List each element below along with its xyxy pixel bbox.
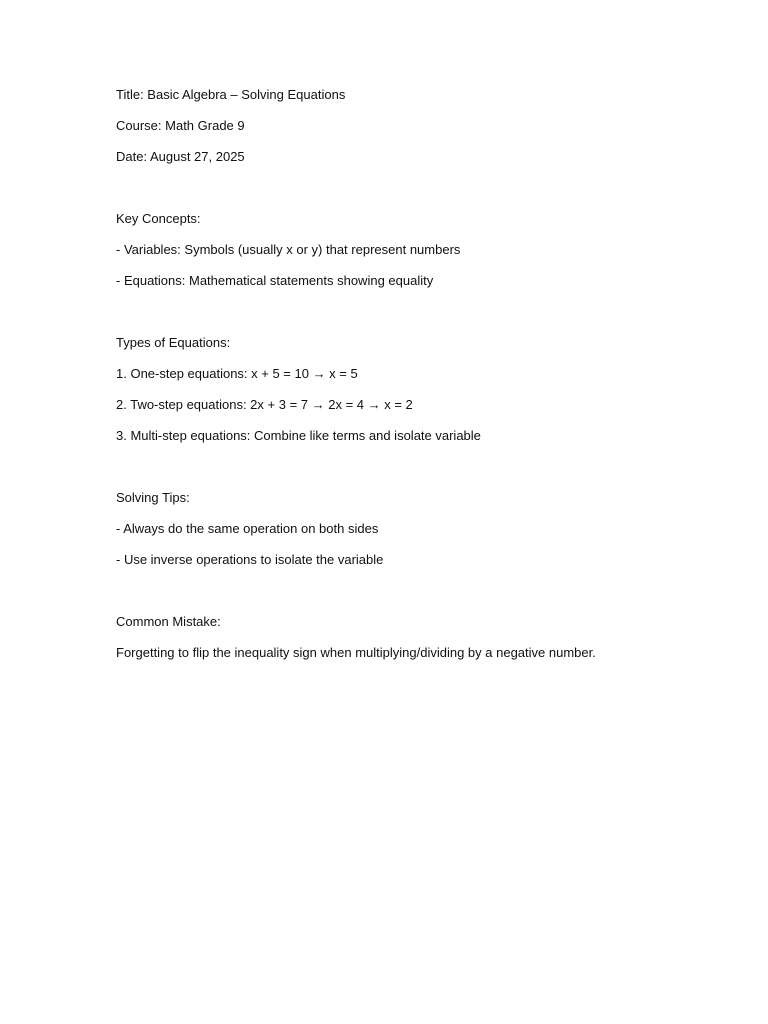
solving-tip-item: - Always do the same operation on both sides xyxy=(116,521,379,536)
solving-tip-item: - Use inverse operations to isolate the variable xyxy=(116,552,384,567)
key-concept-item: - Variables: Symbols (usually x or y) that represent numbers xyxy=(116,242,461,257)
course-line: Course: Math Grade 9 xyxy=(116,118,245,133)
key-concept-item: - Equations: Mathematical statements showing equality xyxy=(116,273,434,288)
blank-line xyxy=(116,458,676,476)
equation-type-item: 1. One-step equations: x + 5 = 10 → x = 5 xyxy=(116,366,358,381)
equation-type-item: 2. Two-step equations: 2x + 3 = 7 → 2x = 4 → x = 2 xyxy=(116,397,413,412)
equation-type-item: 3. Multi-step equations: Combine like terms and isolate variable xyxy=(116,428,481,443)
blank-line xyxy=(116,582,676,600)
common-mistake-heading: Common Mistake: xyxy=(116,614,221,629)
types-heading: Types of Equations: xyxy=(116,335,231,350)
solving-tips-heading: Solving Tips: xyxy=(116,490,190,505)
document-title: Title: Basic Algebra – Solving Equations xyxy=(116,87,346,102)
document-body xyxy=(116,86,676,675)
common-mistake-text: Forgetting to flip the inequality sign when multiplying/dividing by a negative number. xyxy=(116,645,596,660)
blank-line xyxy=(116,303,676,321)
key-concepts-heading: Key Concepts: xyxy=(116,211,201,226)
date-line: Date: August 27, 2025 xyxy=(116,149,245,164)
blank-line xyxy=(116,179,676,197)
